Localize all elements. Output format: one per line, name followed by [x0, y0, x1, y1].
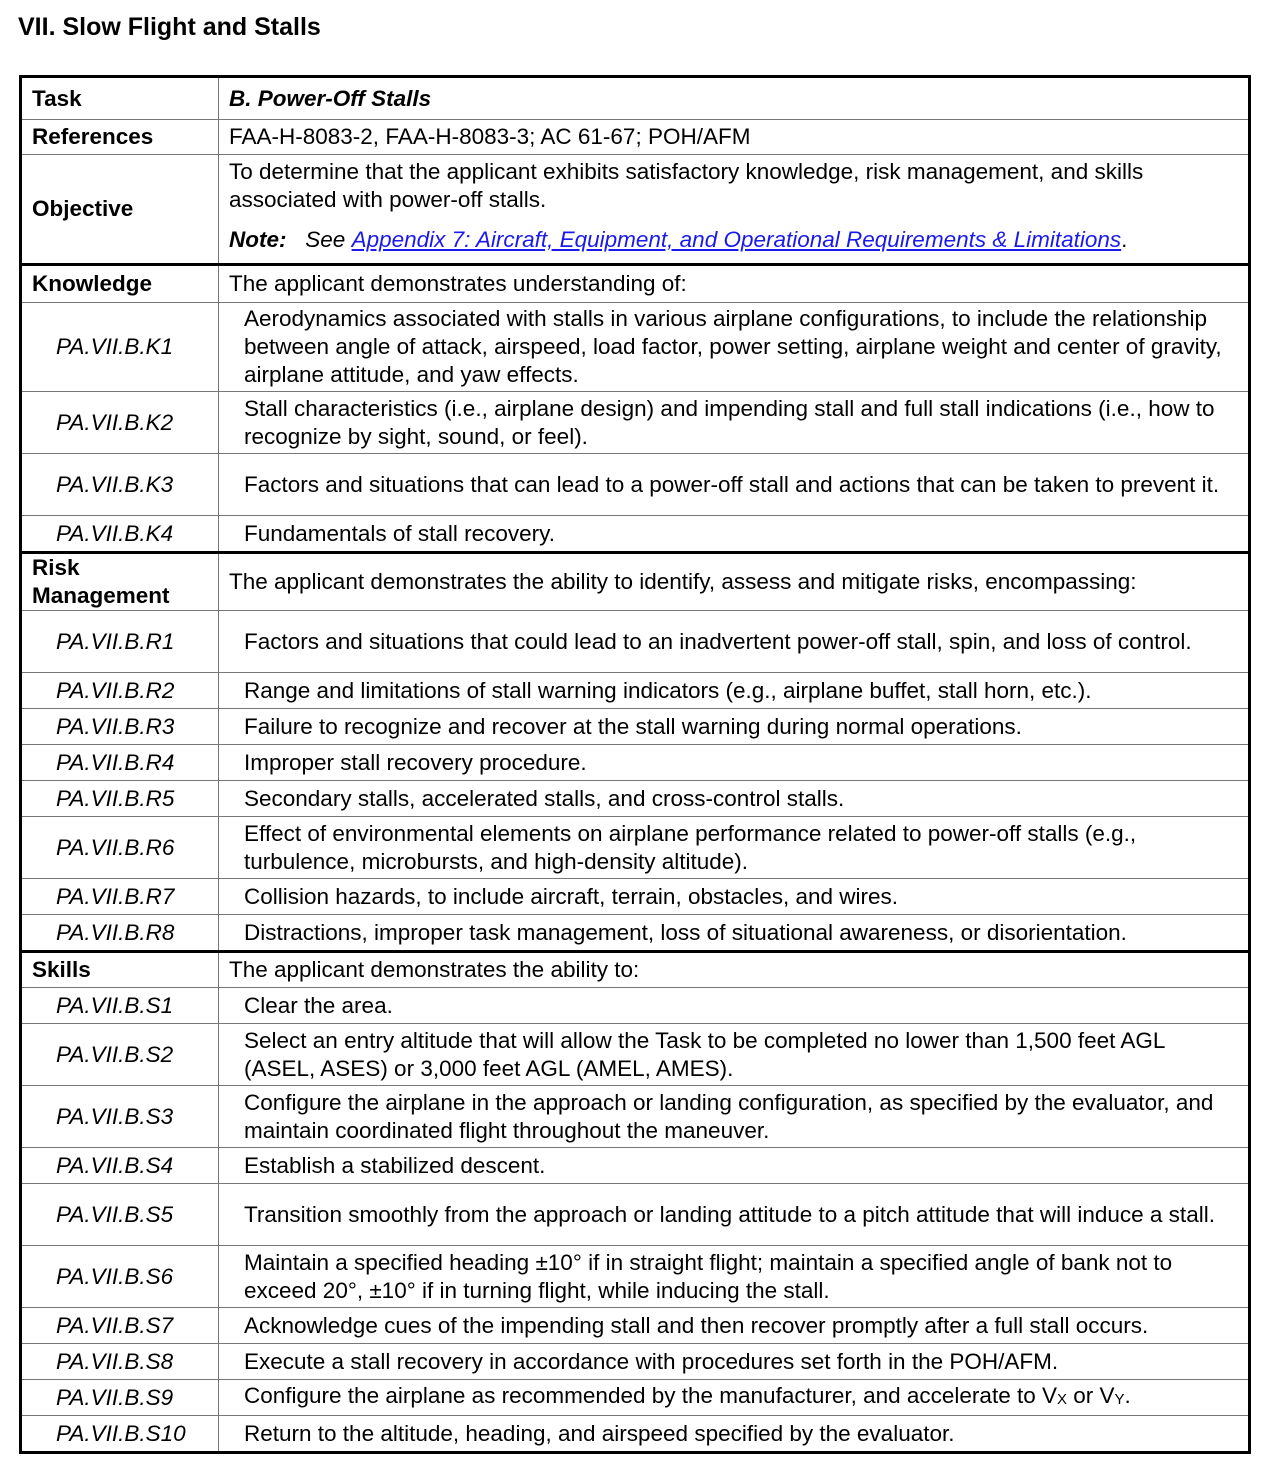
table-row [21, 745, 1250, 781]
objective-note [229, 226, 1242, 254]
table-row [21, 1024, 1250, 1086]
element-text: Configure the airplane in the approach or landing configuration, as specified by the evaluator, and maintain coordinated flight throughout the maneuver. [219, 1086, 1250, 1148]
table-row [21, 454, 1250, 516]
element-code: PA.VII.B.R4 [21, 745, 219, 781]
table-row [21, 303, 1250, 392]
element-text: Aerodynamics associated with stalls in various airplane configurations, to include the relationship between angle of attack, airspeed, load factor, power setting, airplane weight and center of gravity, airplane attitude, and yaw effects. [219, 303, 1250, 392]
note-end: . [1121, 227, 1128, 252]
objective-cell [219, 155, 1250, 265]
risk-label: Risk Management [21, 553, 219, 611]
element-text: Effect of environmental elements on airplane performance related to power-off stalls (e.g., turbulence, microbursts, and high-density altitude). [219, 817, 1250, 879]
section-title: VII. Slow Flight and Stalls [18, 13, 321, 41]
element-text: Transition smoothly from the approach or landing attitude to a pitch attitude that will induce a stall. [219, 1184, 1250, 1246]
element-text: Return to the altitude, heading, and airspeed specified by the evaluator. [219, 1416, 1250, 1453]
element-code: PA.VII.B.K2 [21, 392, 219, 454]
element-text: Select an entry altitude that will allow the Task to be completed no lower than 1,500 feet AGL (ASEL, ASES) or 3,000 feet AGL (AMEL, AMES). [219, 1024, 1250, 1086]
element-text: Execute a stall recovery in accordance with procedures set forth in the POH/AFM. [219, 1344, 1250, 1380]
element-text: Improper stall recovery procedure. [219, 745, 1250, 781]
table-row [21, 1344, 1250, 1380]
element-code: PA.VII.B.S1 [21, 988, 219, 1024]
table-row [21, 1416, 1250, 1453]
element-text: Failure to recognize and recover at the stall warning during normal operations. [219, 709, 1250, 745]
element-code: PA.VII.B.R1 [21, 611, 219, 673]
table-row [21, 781, 1250, 817]
table-row [21, 879, 1250, 915]
objective-label: Objective [21, 155, 219, 265]
references-value: FAA-H-8083-2, FAA-H-8083-3; AC 61-67; POH/AFM [219, 120, 1250, 155]
element-text: Collision hazards, to include aircraft, terrain, obstacles, and wires. [219, 879, 1250, 915]
element-text: Clear the area. [219, 988, 1250, 1024]
table-row [21, 1086, 1250, 1148]
skills-header-row [21, 952, 1250, 988]
element-text: Maintain a specified heading ±10° if in straight flight; maintain a specified angle of bank not to exceed 20°, ±10° if in turning flight, while inducing the stall. [219, 1246, 1250, 1308]
element-text: Factors and situations that could lead to an inadvertent power-off stall, spin, and loss of control. [219, 611, 1250, 673]
element-text: Stall characteristics (i.e., airplane design) and impending stall and full stall indications (i.e., how to recognize by sight, sound, or feel). [219, 392, 1250, 454]
knowledge-header-row [21, 265, 1250, 303]
element-text: Acknowledge cues of the impending stall and then recover promptly after a full stall occurs. [219, 1308, 1250, 1344]
table-row [21, 988, 1250, 1024]
table-row [21, 611, 1250, 673]
table-row [21, 1184, 1250, 1246]
references-label: References [21, 120, 219, 155]
element-code: PA.VII.B.R3 [21, 709, 219, 745]
element-text: Range and limitations of stall warning indicators (e.g., airplane buffet, stall horn, etc.). [219, 673, 1250, 709]
knowledge-label: Knowledge [21, 265, 219, 303]
element-text: Establish a stabilized descent. [219, 1148, 1250, 1184]
references-row [21, 120, 1250, 155]
objective-row [21, 155, 1250, 265]
table-row [21, 673, 1250, 709]
table-row [21, 1148, 1250, 1184]
element-code: PA.VII.B.S7 [21, 1308, 219, 1344]
element-code: PA.VII.B.S8 [21, 1344, 219, 1380]
table-row [21, 817, 1250, 879]
s9-text-before: Configure the airplane as recommended by the manufacturer, and accelerate to V [244, 1382, 1057, 1408]
element-text: Fundamentals of stall recovery. [219, 516, 1250, 553]
element-code: PA.VII.B.R5 [21, 781, 219, 817]
element-code: PA.VII.B.R8 [21, 915, 219, 952]
element-code: PA.VII.B.K3 [21, 454, 219, 516]
knowledge-intro: The applicant demonstrates understanding of: [219, 265, 1250, 303]
element-code: PA.VII.B.S2 [21, 1024, 219, 1086]
vy-subscript: Y [1114, 1390, 1125, 1408]
element-code: PA.VII.B.S4 [21, 1148, 219, 1184]
note-see: See [305, 227, 346, 252]
appendix-7-link[interactable]: Appendix 7: Aircraft, Equipment, and Operational Requirements & Limitations [351, 227, 1122, 252]
risk-intro: The applicant demonstrates the ability to identify, assess and mitigate risks, encompassing: [219, 553, 1250, 611]
task-value: B. Power-Off Stalls [219, 77, 1250, 120]
task-row [21, 77, 1250, 120]
vx-subscript: X [1056, 1390, 1067, 1408]
element-text: Factors and situations that can lead to a power-off stall and actions that can be taken to prevent it. [219, 454, 1250, 516]
element-text: Distractions, improper task management, loss of situational awareness, or disorientation. [219, 915, 1250, 952]
element-text: Secondary stalls, accelerated stalls, and cross-control stalls. [219, 781, 1250, 817]
table-row [21, 1380, 1250, 1416]
note-label: Note: [229, 227, 287, 252]
skills-label: Skills [21, 952, 219, 988]
element-code: PA.VII.B.S10 [21, 1416, 219, 1453]
acs-task-table [19, 75, 1251, 1454]
table-row [21, 1246, 1250, 1308]
element-code: PA.VII.B.R6 [21, 817, 219, 879]
element-code: PA.VII.B.R7 [21, 879, 219, 915]
element-code: PA.VII.B.K1 [21, 303, 219, 392]
skills-intro: The applicant demonstrates the ability to: [219, 952, 1250, 988]
table-row [21, 915, 1250, 952]
table-row [21, 709, 1250, 745]
s9-text-after: . [1124, 1382, 1131, 1408]
table-row [21, 516, 1250, 553]
element-code: PA.VII.B.S5 [21, 1184, 219, 1246]
element-code: PA.VII.B.S6 [21, 1246, 219, 1308]
s9-text-mid: or V [1067, 1382, 1115, 1408]
element-code: PA.VII.B.K4 [21, 516, 219, 553]
task-label: Task [21, 77, 219, 120]
element-code: PA.VII.B.S3 [21, 1086, 219, 1148]
objective-text: To determine that the applicant exhibits satisfactory knowledge, risk management, and skills associated with power-off stalls. [229, 159, 1144, 212]
risk-header-row [21, 553, 1250, 611]
element-code: PA.VII.B.S9 [21, 1380, 219, 1416]
table-row [21, 1308, 1250, 1344]
table-row [21, 392, 1250, 454]
element-code: PA.VII.B.R2 [21, 673, 219, 709]
element-text [219, 1380, 1250, 1416]
